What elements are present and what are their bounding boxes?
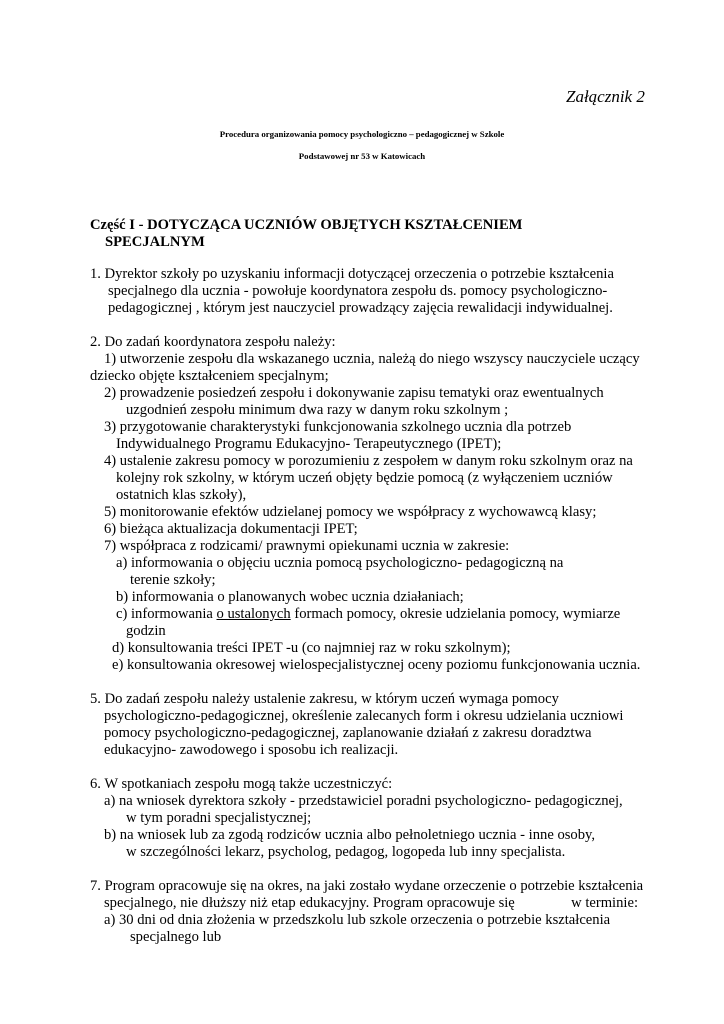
annex-label: Załącznik 2 [566, 87, 645, 106]
section-5-line-2 [104, 707, 638, 725]
section-2-item-7b: b) informowania o planowanych wobec ucznia działaniach; [116, 589, 464, 605]
section-7-item-a: a) 30 dni od dnia złożenia w przedszkolu lub szkole orzeczenia o potrzebie kształcenia [104, 912, 611, 928]
section-2-item-4: 4) ustalenie zakresu pomocy w porozumieniu z zespołem w danym roku szkolnym oraz na [104, 453, 633, 469]
section-2-heading: 2. Do zadań koordynatora zespołu należy: [90, 334, 336, 350]
section-5-line-3 [104, 724, 638, 742]
document-title-line-2: Podstawowej nr 53 w Katowicach [298, 151, 426, 161]
section-7-item-a-cont: specjalnego lub [130, 929, 222, 945]
section-1-line-2 [108, 282, 638, 300]
text-line: psychologiczno-pedagogicznej, określenie zalecanych form i okresu udzielania uczniowi [104, 708, 624, 724]
section-2-item-4-cont-1: kolejny rok szkolny, w którym uczeń objęty będzie pomocą (z wyłączeniem uczniów [116, 470, 613, 486]
text-fragment: specjalnego, nie dłuższy niż etap edukacyjny. Program opracowuje się [104, 895, 515, 911]
text-fragment: c) informowania [116, 606, 217, 622]
text-line: specjalnego dla ucznia - powołuje koordynatora zespołu ds. pomocy psychologiczno- [108, 283, 608, 299]
section-6-item-b: b) na wniosek lub za zgodą rodziców ucznia albo pełnoletniego ucznia - inne osoby, [104, 827, 596, 843]
section-6-heading: 6. W spotkaniach zespołu mogą także uczestniczyć: [90, 776, 393, 792]
section-2-item-2-cont: uzgodnień zespołu minimum dwa razy w danym roku szkolnym ; [126, 402, 509, 418]
text-fragment: formach pomocy, okresie udzielania pomocy, wymiarze [290, 606, 621, 622]
text-line: 5. Do zadań zespołu należy ustalenie zakresu, w którym uczeń wymaga pomocy [90, 691, 559, 707]
section-2-item-1-cont: dziecko objęte kształceniem specjalnym; [90, 368, 329, 384]
section-2-item-3: 3) przygotowanie charakterystyki funkcjonowania szkolnego ucznia dla potrzeb [104, 419, 572, 435]
section-2-item-7d: d) konsultowania treści IPET -u (co najmniej raz w roku szkolnym); [112, 640, 511, 656]
section-2-item-2: 2) prowadzenie posiedzeń zespołu i dokonywanie zapisu tematyki oraz ewentualnych [104, 385, 604, 401]
underlined-text: o ustalonych [216, 606, 291, 622]
section-2-item-7e: e) konsultowania okresowej wielospecjalistycznej oceny poziomu funkcjonowania ucznia. [112, 657, 641, 673]
section-2-item-5: 5) monitorowanie efektów udzielanej pomocy we współpracy z wychowawcą klasy; [104, 504, 597, 520]
section-2-item-4-cont-2: ostatnich klas szkoły), [116, 487, 247, 503]
text-line: 1. Dyrektor szkoły po uzyskaniu informacji dotyczącej orzeczenia o potrzebie kształcenia [90, 266, 614, 282]
section-2-item-7a: a) informowania o objęciu ucznia pomocą psychologiczno- pedagogiczną na [116, 555, 564, 571]
section-6-item-a: a) na wniosek dyrektora szkoły - przedstawiciel poradni psychologiczno- pedagogicznej, [104, 793, 623, 809]
section-2-item-6: 6) bieżąca aktualizacja dokumentacji IPET; [104, 521, 358, 537]
section-2-item-7: 7) współpraca z rodzicami/ prawnymi opiekunami ucznia w zakresie: [104, 538, 510, 554]
section-2-item-7a-cont: terenie szkoły; [130, 572, 216, 588]
section-2-item-7c-cont: godzin [126, 623, 166, 639]
text-line: pomocy psychologiczno-pedagogicznej, zaplanowanie działań z zakresu doradztwa [104, 725, 592, 741]
section-2-item-1: 1) utworzenie zespołu dla wskazanego ucznia, należą do niego wszyscy nauczyciele uczący [104, 351, 640, 367]
text-fragment: w terminie: [571, 895, 638, 911]
section-6-item-b-cont: w szczególności lekarz, psycholog, pedagog, logopeda lub inny specjalista. [126, 844, 566, 860]
section-1-line-1 [90, 265, 638, 283]
section-2-item-3-cont: Indywidualnego Programu Edukacyjno- Terapeutycznego (IPET); [116, 436, 502, 452]
section-1-line-3: pedagogicznej , którym jest nauczyciel prowadzący zajęcia rewalidacji indywidualnej. [108, 300, 613, 316]
document-title-line-1: Procedura organizowania pomocy psychologiczno – pedagogicznej w Szkole [219, 129, 505, 139]
part-heading-line-1: Część I - DOTYCZĄCA UCZNIÓW OBJĘTYCH KSZTAŁCENIEM [90, 217, 523, 233]
section-7-line-2 [104, 894, 638, 912]
section-5-line-1 [90, 690, 638, 708]
section-5-line-4: edukacyjno- zawodowego i sposobu ich realizacji. [104, 742, 399, 758]
section-6-item-a-cont: w tym poradni specjalistycznej; [126, 810, 312, 826]
part-heading-line-2: SPECJALNYM [105, 234, 205, 250]
section-2-item-7c [116, 605, 620, 623]
section-7-line-1: 7. Program opracowuje się na okres, na jaki zostało wydane orzeczenie o potrzebie kształcenia [90, 878, 644, 894]
